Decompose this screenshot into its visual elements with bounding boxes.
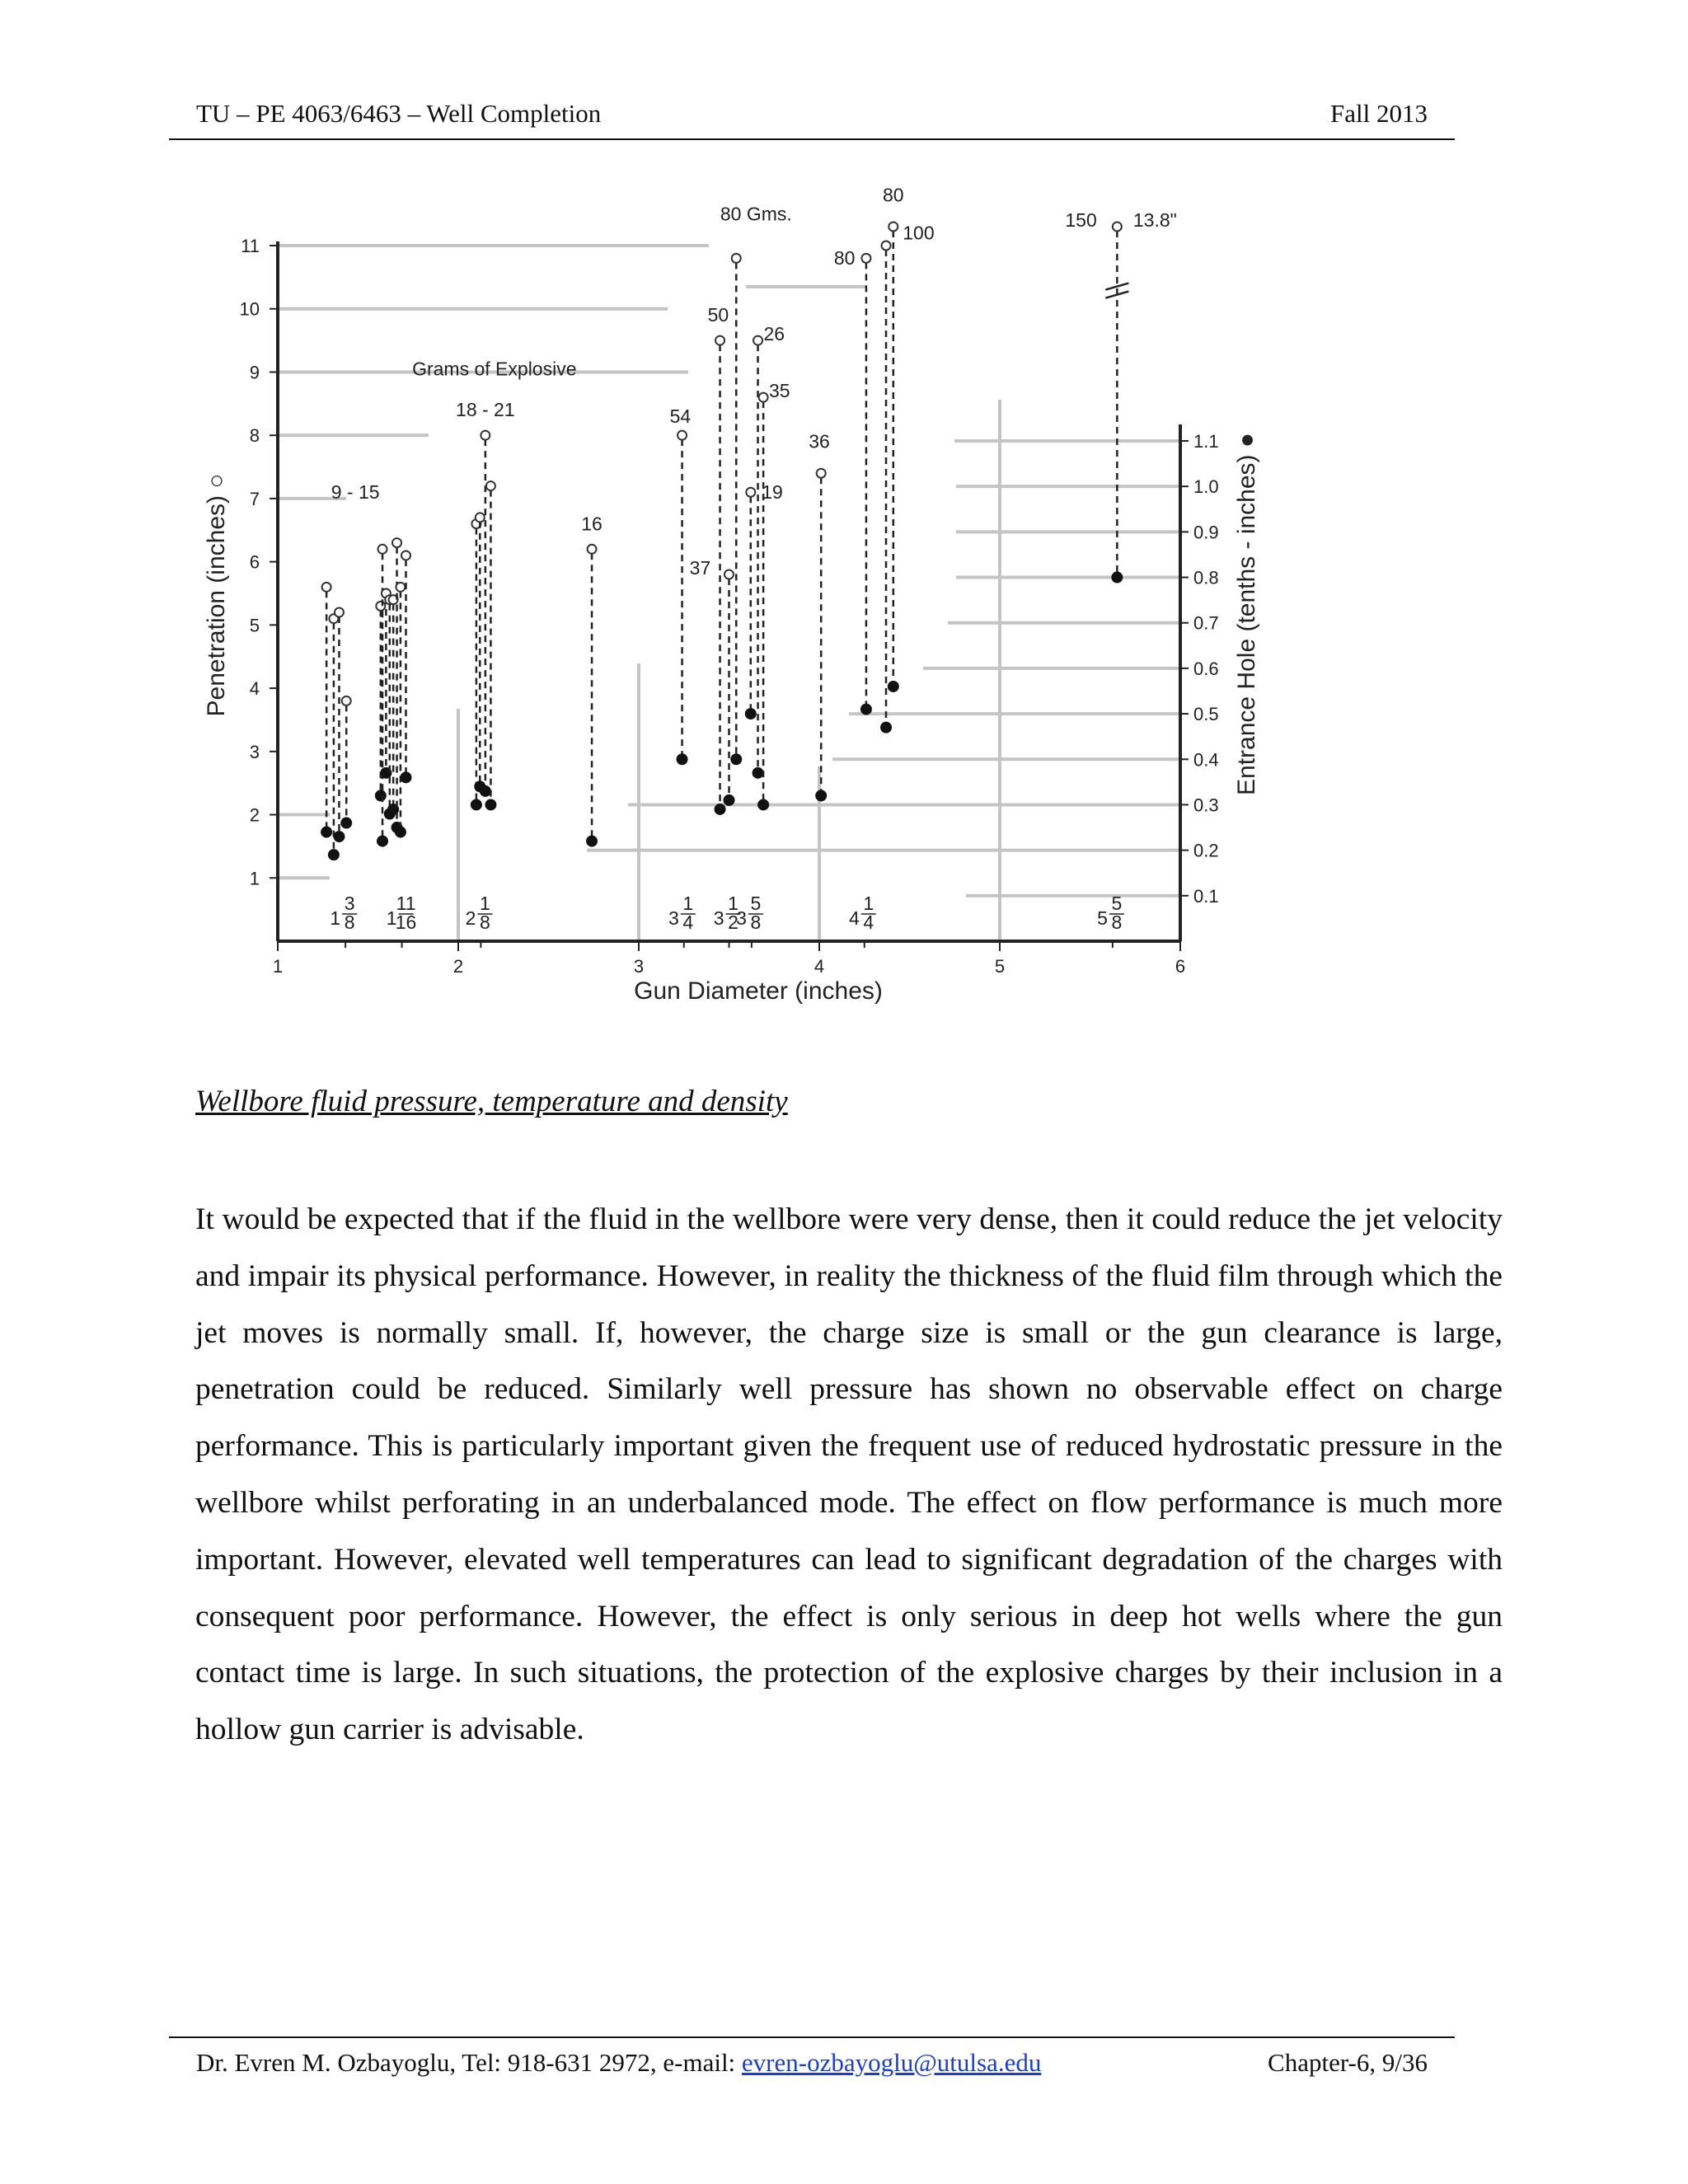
data-pair (724, 569, 735, 805)
data-pair (745, 488, 757, 719)
entrance-hole-marker (395, 827, 406, 838)
penetration-marker (753, 336, 762, 345)
explosive-label: 9 - 15 (331, 480, 380, 503)
left-tick-label: 7 (249, 488, 260, 509)
penetration-marker (746, 488, 755, 497)
gun-size-whole: 2 (465, 907, 476, 929)
right-tick-label: 0.6 (1193, 658, 1219, 679)
gun-size-denominator: 4 (682, 912, 694, 933)
left-tick-label: 9 (249, 362, 260, 383)
gun-size-numerator: 5 (1111, 893, 1123, 914)
right-axis-label: Entrance Hole (tenths - inches) ● (1233, 433, 1260, 795)
gun-size-label (330, 893, 357, 948)
explosive-label: 13.8" (1132, 209, 1177, 231)
gun-size-label (1097, 893, 1124, 948)
left-tick-label: 10 (239, 298, 260, 320)
gun-size-labels (330, 893, 1124, 948)
data-pair (757, 393, 769, 811)
right-tick-label: 1.1 (1193, 431, 1219, 452)
explosive-label: 35 (769, 380, 790, 402)
entrance-hole-marker (753, 767, 764, 779)
left-axis-label: Penetration (inches) ○ (203, 473, 230, 717)
section-heading: Wellbore fluid pressure, temperature and density (195, 1085, 788, 1118)
entrance-hole-marker (730, 753, 742, 765)
entrance-hole-marker (375, 790, 387, 801)
gun-size-numerator: 11 (396, 893, 416, 914)
right-tick-label: 0.5 (1193, 704, 1219, 725)
penetration-marker (861, 254, 870, 263)
data-pair (333, 608, 345, 843)
page-footer (169, 2036, 1455, 2077)
footer-page-number: Chapter-6, 9/36 (1268, 2048, 1428, 2077)
explosive-label: 37 (689, 556, 711, 579)
left-tick-label: 1 (249, 868, 260, 889)
x-tick-label: 2 (452, 956, 464, 977)
entrance-hole-marker (328, 849, 340, 860)
data-pair (880, 241, 892, 733)
gun-size-whole: 1 (330, 907, 341, 929)
left-tick-label: 6 (249, 551, 260, 573)
gun-size-label (466, 893, 493, 948)
gun-size-numerator: 1 (728, 893, 738, 914)
entrance-hole-marker (715, 804, 726, 815)
explosive-label: 16 (581, 513, 603, 535)
right-tick-label: 0.2 (1193, 840, 1219, 861)
gun-size-denominator: 8 (479, 912, 490, 933)
explosive-label: 36 (809, 430, 830, 452)
data-pair (860, 254, 872, 715)
left-tick-label: 2 (249, 804, 260, 826)
entrance-hole-marker (471, 799, 482, 810)
gun-size-denominator: 16 (395, 912, 417, 933)
penetration-marker (401, 551, 410, 560)
explosive-label: 19 (762, 480, 783, 503)
explosive-label: Grams of Explosive (412, 358, 577, 380)
footer-author (196, 2048, 1041, 2078)
right-tick-label: 1.0 (1193, 476, 1219, 498)
entrance-hole-marker (480, 785, 491, 797)
penetration-marker (759, 393, 768, 402)
gun-size-denominator: 8 (750, 912, 762, 933)
right-tick-label: 0.9 (1193, 522, 1219, 543)
x-tick-label: 1 (272, 956, 284, 977)
entrance-hole-marker (321, 827, 332, 838)
right-axis-ticks (1180, 431, 1219, 907)
footer-author-text: Dr. Evren M. Ozbayoglu, Tel: 918-631 2972, e-mail: (196, 2048, 742, 2077)
data-pair (485, 481, 496, 810)
data-pair (586, 545, 598, 847)
entrance-hole-marker (485, 799, 496, 810)
gun-size-denominator: 8 (344, 912, 355, 933)
penetration-marker (724, 569, 734, 579)
explosive-label: 80 (882, 184, 904, 206)
entrance-hole-marker (400, 771, 411, 783)
header-term: Fall 2013 (1330, 99, 1428, 128)
entrance-hole-marker (1111, 572, 1123, 583)
x-tick-label: 4 (814, 956, 825, 977)
vertical-guides (458, 400, 1000, 941)
entrance-hole-marker (586, 836, 598, 847)
penetration-marker (817, 469, 826, 478)
x-tick-label: 5 (994, 956, 1006, 977)
gun-size-label (849, 893, 876, 948)
explosive-label: 18 - 21 (456, 399, 515, 421)
entrance-hole-marker (880, 722, 892, 733)
gun-size-numerator: 1 (682, 893, 694, 914)
explosive-label: 50 (707, 304, 729, 326)
gun-size-whole: 3 (668, 907, 679, 929)
gun-size-label (387, 893, 417, 948)
left-tick-label: 11 (241, 236, 260, 256)
left-axis-ticks (240, 236, 278, 888)
gun-size-denominator: 2 (728, 912, 738, 933)
right-tick-label: 0.7 (1193, 612, 1219, 634)
penetration-marker (376, 602, 385, 611)
x-tick-label: 3 (633, 956, 645, 977)
right-tick-label: 0.4 (1193, 749, 1219, 771)
x-axis-label: Gun Diameter (inches) (634, 977, 883, 1005)
gun-size-numerator: 1 (863, 893, 874, 914)
data-pair (677, 431, 688, 766)
gun-size-numerator: 5 (750, 893, 762, 914)
body-paragraph: It would be expected that if the fluid in the wellbore were very dense, then it could reduce the jet velocity and impair its physical performance. However, in reality the thickness of the fluid film through which the jet moves is normally small. If, however, the charge size is small or the gun clearance is large, penetration could be reduced. Similarly well pressure has shown no observable effect on charge performance. This is particularly important given the frequent use of reduced hydrostatic pressure in the wellbore whilst perforating in an underbalanced mode. The effect on flow performance is much more important. However, elevated well temperatures can lead to significant degradation of the charges with consequent poor performance. However, the effect is only serious in deep hot wells where the gun contact time is large. In such situations, the protection of the explosive charges by their inclusion in a hollow gun carrier is advisable. (195, 1202, 1503, 1747)
left-tick-label: 4 (249, 678, 260, 700)
explosive-label: 80 Gms. (720, 203, 792, 225)
gun-size-whole: 3 (736, 907, 747, 929)
penetration-marker (486, 481, 495, 490)
explosive-label: 100 (903, 222, 935, 244)
right-tick-label: 0.8 (1193, 567, 1219, 588)
data-pair (328, 614, 340, 860)
gun-size-denominator: 4 (863, 912, 874, 933)
left-tick-label: 3 (249, 741, 260, 762)
data-pair (1105, 222, 1128, 583)
gun-size-numerator: 1 (479, 893, 490, 914)
right-tick-label: 0.3 (1193, 794, 1219, 816)
entrance-hole-marker (377, 836, 388, 847)
left-tick-label: 8 (249, 425, 260, 447)
gun-size-whole: 4 (848, 907, 860, 929)
entrance-hole-marker (724, 794, 735, 806)
explosive-label: 80 (833, 247, 856, 269)
penetration-marker (396, 583, 405, 592)
penetration-marker (335, 608, 344, 617)
penetration-marker (588, 545, 597, 554)
explosive-labels (331, 184, 1177, 579)
perforation-chart (0, 0, 1688, 1038)
data-pair (730, 254, 742, 765)
gun-size-whole: 1 (386, 907, 397, 929)
entrance-hole-marker (860, 704, 872, 715)
penetration-marker (378, 545, 387, 554)
entrance-hole-marker (745, 708, 757, 719)
penetration-marker (1113, 222, 1122, 231)
explosive-label: 54 (669, 405, 692, 427)
penetration-marker (392, 538, 401, 547)
explosive-label: 150 (1065, 209, 1097, 231)
gun-size-label (736, 893, 763, 948)
entrance-hole-marker (677, 753, 688, 765)
penetration-marker (322, 583, 331, 592)
penetration-marker (732, 254, 741, 263)
entrance-hole-marker (888, 681, 899, 692)
entrance-hole-marker (757, 799, 769, 810)
x-tick-label: 6 (1175, 956, 1186, 977)
gun-size-whole: 5 (1097, 907, 1108, 929)
penetration-marker (715, 336, 724, 345)
entrance-hole-marker (340, 818, 352, 829)
entrance-hole-marker (333, 831, 345, 842)
header-course-title: TU – PE 4063/6463 – Well Completion (196, 99, 602, 128)
penetration-marker (481, 431, 490, 440)
penetration-marker (342, 696, 351, 705)
penetration-marker (678, 431, 687, 440)
penetration-marker (889, 222, 898, 231)
penetration-marker (882, 241, 891, 251)
explosive-label: 26 (763, 323, 785, 345)
gun-size-whole: 3 (713, 907, 724, 929)
penetration-marker (476, 513, 485, 522)
data-pair (815, 469, 827, 802)
gun-size-denominator: 8 (1111, 912, 1123, 933)
data-pair (340, 696, 352, 829)
footer-email-link[interactable]: evren-ozbayoglu@utulsa.edu (741, 2048, 1042, 2077)
gun-size-numerator: 3 (344, 893, 355, 914)
left-tick-label: 5 (249, 615, 260, 636)
gun-size-label (668, 893, 696, 948)
right-tick-label: 0.1 (1193, 885, 1219, 907)
data-pair (888, 222, 899, 692)
entrance-hole-marker (815, 790, 827, 801)
